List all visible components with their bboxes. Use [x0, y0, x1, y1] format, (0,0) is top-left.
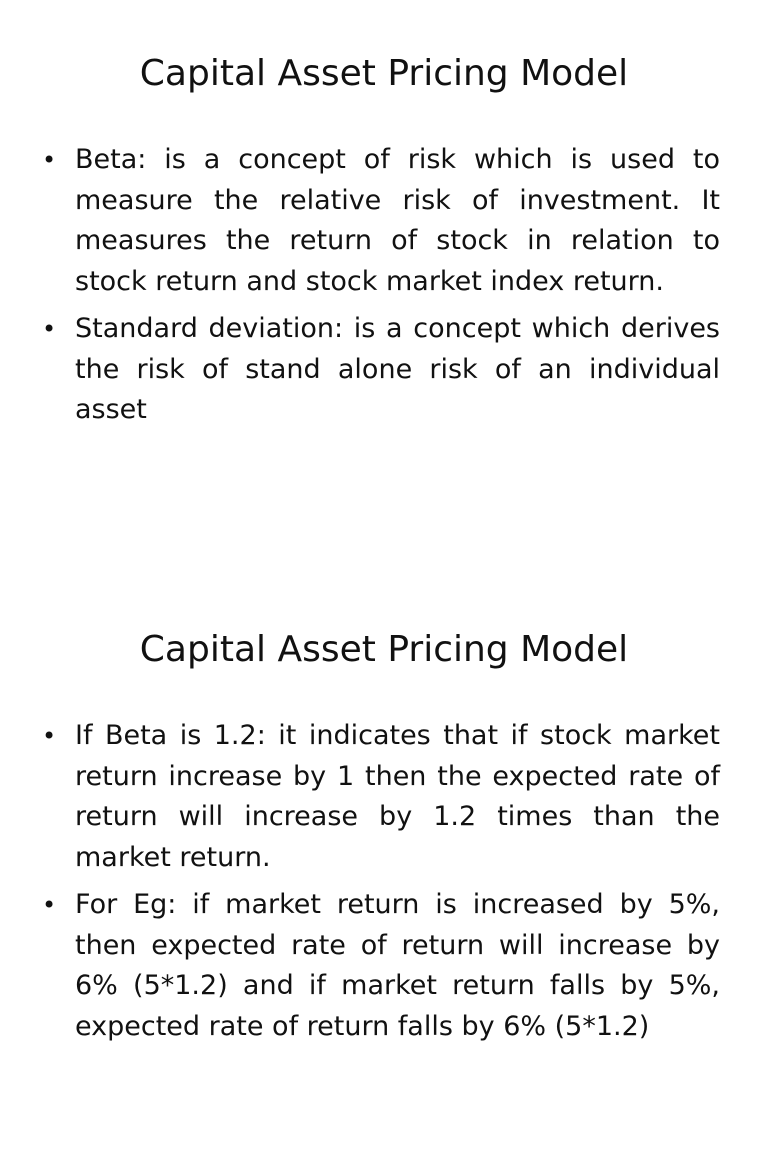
bullet-item — [40, 885, 720, 1047]
bullet-item — [40, 716, 720, 878]
bullet-icon: • — [42, 891, 57, 919]
bullet-text: For Eg: if market return is increased by 5%, then expected rate of return will increase by 6% (5*1.2) and if market return falls by 5%, expected rate of return falls by 6% (5*1.2) — [75, 889, 720, 1042]
bullet-list — [40, 140, 720, 438]
slide-title: Capital Asset Pricing Model — [139, 53, 629, 94]
bullet-icon: • — [42, 315, 57, 343]
slide-2 — [0, 576, 768, 1152]
bullet-text: Standard deviation: is a concept which derives the risk of stand alone risk of an individual asset — [75, 313, 720, 425]
bullet-list — [40, 716, 720, 1054]
bullet-item — [40, 309, 720, 431]
bullet-text: If Beta is 1.2: it indicates that if stock market return increase by 1 then the expected rate of return will increase by 1.2 times than the market return. — [75, 720, 720, 873]
slide-title: Capital Asset Pricing Model — [139, 629, 629, 670]
bullet-icon: • — [42, 722, 57, 750]
bullet-text: Beta: is a concept of risk which is used to measure the relative risk of investment. It measures the return of stock in relation to stock return and stock market index return. — [75, 144, 720, 297]
bullet-item — [40, 140, 720, 302]
bullet-icon: • — [42, 146, 57, 174]
